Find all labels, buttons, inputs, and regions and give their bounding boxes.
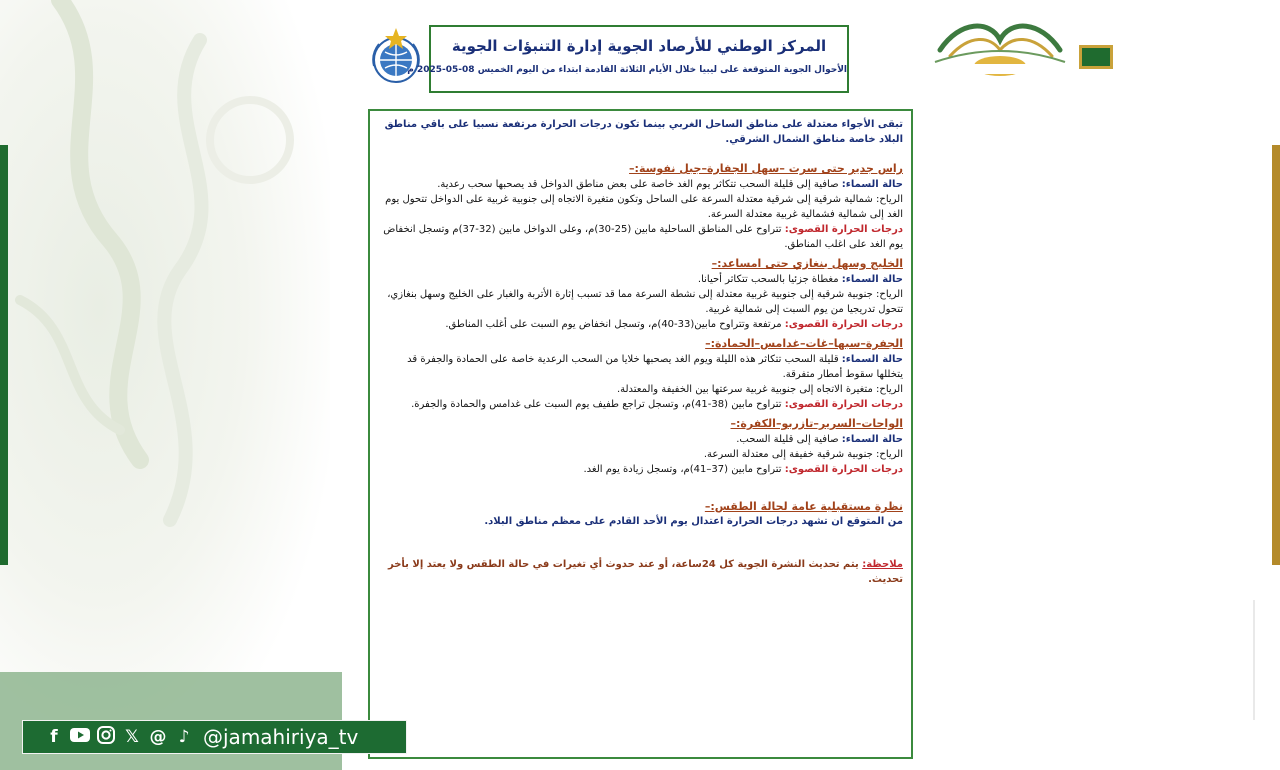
right-accent-bar (1272, 145, 1280, 565)
temp-label: درجات الحرارة القصوى: (784, 464, 903, 475)
temp-line (378, 462, 903, 477)
temp-value: مرتفعة وتتراوح مابين(33-40)م، وتسجل انخفاض يوم السبت على أغلب المناطق. (445, 319, 782, 330)
sky-line (378, 352, 903, 382)
temp-line (378, 397, 903, 412)
left-accent-bar (0, 145, 8, 565)
note-label: ملاحظة: (862, 559, 903, 570)
sky-label: حالة السماء: (841, 354, 903, 365)
sky-value: مغطاة جزئيا بالسحب تتكاثر أحيانا. (697, 274, 839, 285)
page-title: المركز الوطني للأرصاد الجوية إدارة التنبؤات الجوية (451, 37, 827, 55)
note-text: يتم تحديث النشرة الجوية كل 24ساعة، أو عند حدوث أي تغيرات في حالة الطقس ولا يعتد إلا بأخر تحديث. (387, 559, 903, 585)
header-box (407, 25, 849, 93)
sky-line (378, 432, 903, 447)
wind-value: متغيرة الاتجاه إلى جنوبية غربية سرعتها بين الخفيفة والمعتدلة. (616, 384, 873, 395)
wind-line (378, 447, 903, 462)
temp-value: تتراوح مابين (37–41)م، وتسجل زيادة يوم الغد. (583, 464, 782, 475)
threads-icon[interactable]: @ (149, 727, 167, 747)
temp-value: تتراوح على المناطق الساحلية مابين (25-30)م، وعلى الدواخل مابين (32-37)م وتسجل انخفاض يوم الغد على اغلب المناطق. (383, 224, 903, 250)
outlook-heading: نظرة مستقبلية عامة لحالة الطقس:– (704, 500, 903, 513)
sky-value: قليلة السحب تتكاثر هذه الليلة ويوم الغد يصحبها خلايا من السحب الرعدية خاصة على الحمادة والجفرة قد يتخللها سقوط أمطار متفرقة. (407, 354, 903, 380)
intro-text: تبقى الأجواء معتدلة على مناطق الساحل الغربي بينما تكون درجات الحرارة مرتفعة نسبيا على باقي مناطق البلاد خاصة مناطق الشمال الشرقي. (384, 119, 903, 145)
wmo-logo (365, 26, 427, 88)
region-heading: الخليج وسهل بنغازي حتى امساعد:– (711, 257, 903, 270)
divider (1253, 600, 1255, 720)
sky-line (378, 177, 903, 192)
wind-value: شمالية شرقية إلى شرقية معتدلة السرعة على الساحل وتكون متغيرة الاتجاه إلى جنوبية غربية على الدواخل تتحول يوم الغد إلى شمالية فشمالية غربية معتدلة السرعة. (385, 194, 903, 220)
region-heading: الواحات–السرير–تازربو–الكفرة:– (730, 417, 903, 430)
x-icon[interactable]: 𝕏 (125, 727, 139, 747)
temp-line (378, 317, 903, 332)
youtube-icon[interactable] (69, 727, 91, 747)
temp-label: درجات الحرارة القصوى: (784, 399, 903, 410)
temp-label: درجات الحرارة القصوى: (784, 224, 903, 235)
sky-label: حالة السماء: (841, 179, 903, 190)
region-heading: راس جدير حتى سرت –سهل الجفارة–جبل نفوسة:– (629, 162, 903, 175)
sky-label: حالة السماء: (841, 434, 903, 445)
wind-label: الرياح: (876, 289, 903, 300)
social-handle[interactable]: @jamahiriya_tv (203, 725, 359, 749)
sky-line (378, 272, 903, 287)
temp-label: درجات الحرارة القصوى: (784, 319, 903, 330)
instagram-icon[interactable] (95, 726, 117, 749)
sky-label: حالة السماء: (841, 274, 903, 285)
background-arabesque (0, 0, 330, 770)
region-heading: الجفرة–سبها–غات–غدامس–الحمادة:– (705, 337, 903, 350)
wind-value: جنوبية شرقية إلى جنوبية غربية معتدلة إلى نشطة السرعة مما قد تسبب إثارة الأتربة والغبار على الخليج وسهل بنغازي، تتحول تدريجيا من يوم السبت إلى شمالية غربية. (387, 289, 903, 315)
sky-value: صافية إلى قليلة السحب تتكاثر يوم الغد خاصة على بعض مناطق الدواخل قد يصحبها سحب رعدية. (437, 179, 839, 190)
social-bar (22, 720, 407, 754)
wind-label: الرياح: (876, 449, 903, 460)
temp-line (378, 222, 903, 252)
facebook-icon[interactable]: f (50, 727, 58, 747)
wind-value: جنوبية شرقية خفيفة إلى معتدلة السرعة. (703, 449, 873, 460)
outlook-text: من المتوقع ان تشهد درجات الحرارة اعتدال يوم الأحد القادم على معظم مناطق البلاد. (484, 516, 903, 527)
tiktok-icon[interactable]: ♪ (178, 727, 190, 747)
channel-logo-mark (1079, 45, 1113, 69)
channel-logo (930, 10, 1070, 76)
temp-value: تتراوح مابين (38-41)م، وتسجل تراجع طفيف يوم السبت على غدامس والحمادة والجفرة. (411, 399, 782, 410)
note (378, 557, 903, 587)
page-subtitle: الأحوال الجوية المتوقعة على ليبيا خلال الأيام الثلاثة القادمة ابتداء من اليوم الخميس 08-05-2025 م (407, 65, 847, 75)
wind-line (378, 287, 903, 317)
wind-label: الرياح: (876, 384, 903, 395)
sky-value: صافية إلى قليلة السحب. (736, 434, 839, 445)
wind-line (378, 192, 903, 222)
wind-line (378, 382, 903, 397)
wind-label: الرياح: (876, 194, 903, 205)
forecast-bulletin (368, 109, 913, 759)
